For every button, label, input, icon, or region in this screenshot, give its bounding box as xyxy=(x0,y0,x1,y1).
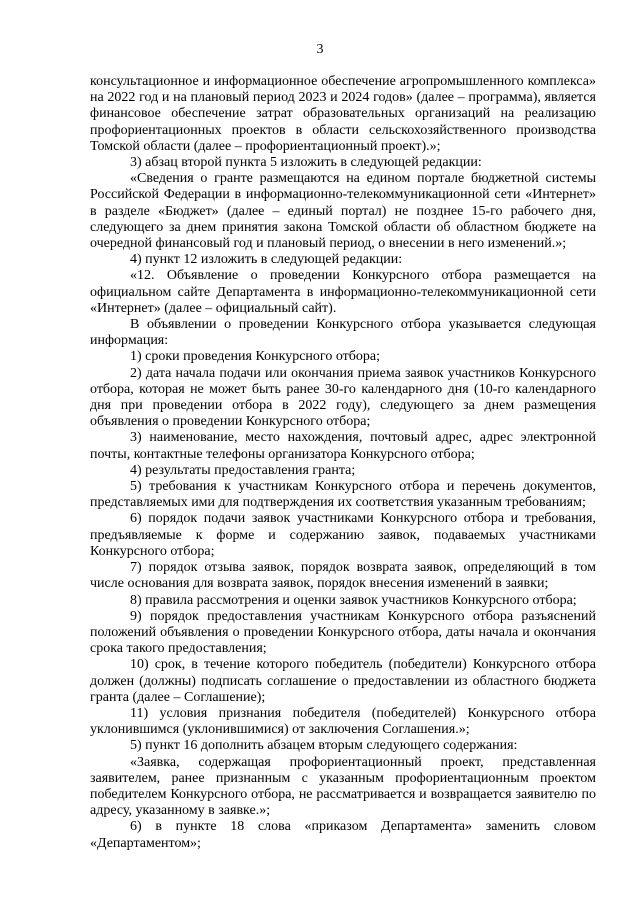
list-item-9: 9) порядок предоставления участникам Конкурсного отбора разъяснений положений объявления о проведении Конкурсного отбора, даты начала и окончания срока такого предоставления; xyxy=(90,608,596,657)
list-item-1: 1) сроки проведения Конкурсного отбора; xyxy=(130,349,380,365)
list-item-7: 7) порядок отзыва заявок, порядок возврата заявок, определяющий в том числе основания для возврата заявок, порядок внесения изменений в заявки; xyxy=(90,560,596,592)
list-item-5: 5) требования к участникам Конкурсного отбора и перечень документов, представляемых ими для подтверждения их соответствия указанным требованиям; xyxy=(90,479,596,511)
paragraph-amendment-6: 6) в пункте 18 слова «приказом Департамента» заменить словом «Департаментом»; xyxy=(90,819,596,851)
list-item-11: 11) условия признания победителя (победителей) Конкурсного отбора уклонившимся (уклонившимися) от заключения Соглашения.»; xyxy=(90,705,596,738)
list-item-10: 10) срок, в течение которого победитель (победители) Конкурсного отбора должен (должны) подписать соглашение о предоставлении из областного бюджета гранта (далее – Соглашение); xyxy=(90,657,596,705)
paragraph-amendment-4: 4) пункт 12 изложить в следующей редакции: xyxy=(130,252,403,268)
list-item-3: 3) наименование, место нахождения, почтовый адрес, адрес электронной почты, контактные телефоны организатора Конкурсного отбора; xyxy=(90,430,596,462)
paragraph-announcement-intro: В объявлении о проведении Конкурсного отбора указывается следующая информация: xyxy=(90,317,596,349)
paragraph-amendment-3: 3) абзац второй пункта 5 изложить в следующей редакции: xyxy=(130,155,482,171)
list-item-8: 8) правила рассмотрения и оценки заявок участников Конкурсного отбора; xyxy=(130,592,577,608)
paragraph-amendment-5: 5) пункт 16 дополнить абзацем вторым следующего содержания: xyxy=(130,738,518,754)
document-body xyxy=(90,74,596,852)
list-item-6: 6) порядок подачи заявок участниками Конкурсного отбора и требования, предъявляемые к форме и содержанию заявок, подаваемых участниками Конкурсного отбора; xyxy=(90,511,596,559)
paragraph-program-continuation: консультационное и информационное обеспечение агропромышленного комплекса» на 2022 год и на плановый период 2023 и 2024 годов» (далее – программа), является финансовое обеспечение затрат образовательных организаций на реализацию профориентационных проектов в области сельскохозяйственного производства Томской области (далее – профориентационный проект).»; xyxy=(90,74,596,154)
list-item-2: 2) дата начала подачи или окончания приема заявок участников Конкурсного отбора, которая не может быть ранее 30-го календарного дня (10-го календарного дня при проведении отбора в 2022 году), следующего за днем размещения объявления о проведении Конкурсного отбора; xyxy=(90,365,596,430)
page-number: 3 xyxy=(316,42,324,57)
paragraph-application-text: «Заявка, содержащая профориентационный проект, представленная заявителем, ранее признанным с указанным профориентационным проектом победителем Конкурсного отбора, не рассматривается и возвращается заявителю по адресу, указанному в заявке.»; xyxy=(90,754,596,819)
paragraph-clause-12: «12. Объявление о проведении Конкурсного отбора размещается на официальном сайте Департамента в информационно-телекоммуникационной сети «Интернет» (далее – официальный сайт). xyxy=(90,268,596,316)
paragraph-grant-info-text: «Сведения о гранте размещаются на едином портале бюджетной системы Российской Федерации в информационно-телекоммуникационной сети «Интернет» в разделе «Бюджет» (далее – единый портал) не позднее 15-го рабочего дня, следующего за днем принятия закона Томской области об областном бюджете на очередной финансовый год и плановый период, о внесении в него изменений.»; xyxy=(90,171,596,252)
list-item-4: 4) результаты предоставления гранта; xyxy=(130,462,356,478)
